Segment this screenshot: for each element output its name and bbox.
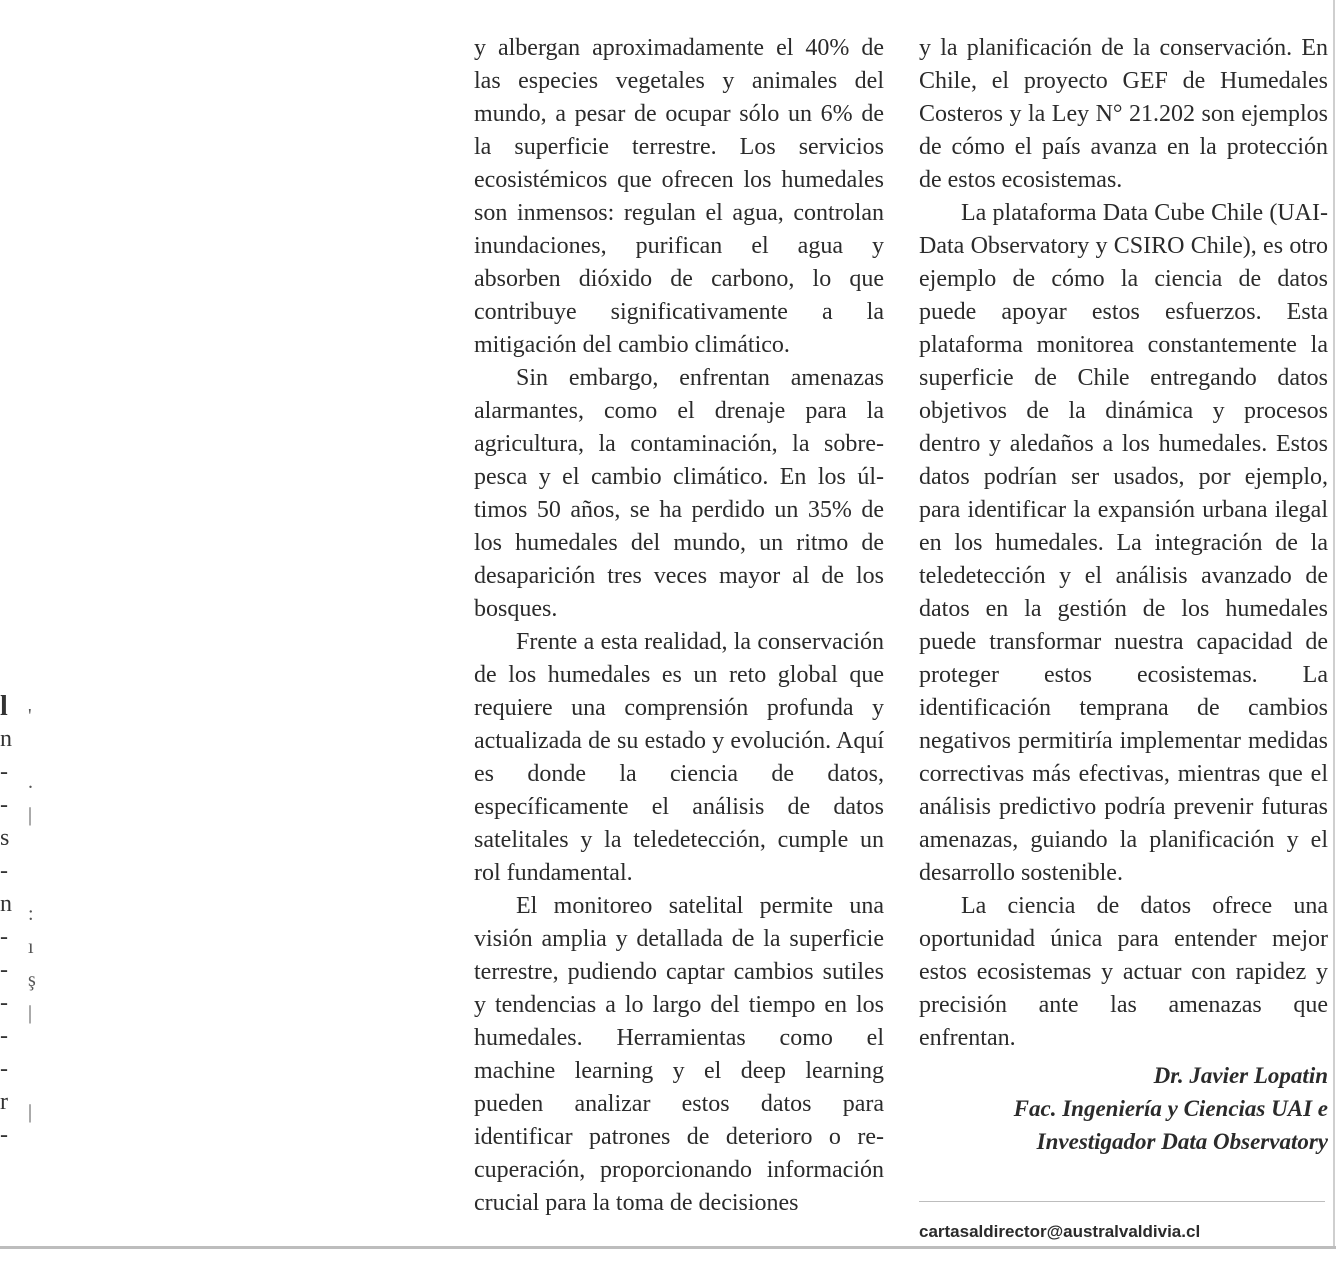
bottom-divider: [0, 1246, 1336, 1249]
author-affiliation: Fac. Ingeniería y Ciencias UAI e: [1013, 1096, 1328, 1121]
edge-text-fragment: -: [0, 759, 8, 785]
edge-text-fragment: s: [0, 825, 10, 851]
article-column-middle: [474, 32, 884, 1220]
bleed-mark: [28, 1030, 36, 1063]
bleed-mark: [28, 865, 36, 898]
left-column-fragment: [0, 690, 12, 1152]
bleed-mark: ı: [28, 936, 34, 958]
edge-text-fragment: -: [0, 1056, 8, 1082]
contact-email: cartasaldirector@australvaldivia.cl: [919, 1222, 1201, 1241]
article-paragraph: La plataforma Data Cube Chile (UAI-Data Observatory y CSIRO Chile), es otro ejemplo de cómo la ciencia de datos puede apoyar estos esfuerzos. Esta plataforma monitorea constantemente la superficie de Chile entregando datos objetivos de la dinámica y procesos dentro y aledaños a los humedales. Estos datos podrían ser usados, por ejemplo, para identificar la expansión urbana ilegal en los humedales. La integración de la teledetección y el análisis avanzado de datos en la gestión de los humedales puede transformar nuestra capacidad de proteger estos ecosistemas. La identificación temprana de cambios negativos permitiría implementar medidas correctivas más efectivas, mientras que el análisis predictivo podría prevenir futuras amenazas, guiando la planificación y el desarrollo sostenible.: [919, 200, 1328, 886]
author-name: Dr. Javier Lopatin: [1153, 1063, 1328, 1088]
signature-divider: [919, 1201, 1325, 1202]
edge-text-fragment: -: [0, 858, 8, 884]
bleed-mark: |: [28, 1101, 33, 1123]
edge-text-fragment: -: [0, 924, 8, 950]
bleed-mark: .: [28, 771, 33, 793]
bleed-mark: [28, 1063, 36, 1096]
article-paragraph: Frente a esta realidad, la conservación de los humedales es un reto global que requiere una comprensión profunda y actualizada de su estado y evolución. Aquí es donde la ciencia de datos, específicamente el análisis de datos satelitales y la teledetección, cumple un rol fundamental.: [474, 629, 884, 886]
bleed-mark: |: [28, 1002, 33, 1024]
bleed-mark: ': [28, 705, 32, 727]
author-affiliation: Investigador Data Observatory: [1036, 1129, 1328, 1154]
edge-text-fragment: -: [0, 792, 8, 818]
bleed-mark: [28, 733, 36, 766]
bleed-through-marks: [28, 700, 36, 1129]
edge-text-fragment: n: [0, 891, 12, 917]
bleed-mark: ş: [28, 969, 36, 991]
article-paragraph: y albergan aproximadamente el 40% de las especies vegetales y animales del mundo, a pesar de ocupar sólo un 6% de la superficie terrestre. Los servicios ecosistémicos que ofrecen los humedales son inmensos: regulan el agua, controlan inundaciones, purifican el agua y absorben dióxido de carbono, lo que contribuye significativamente a la mitigación del cambio climático.: [474, 35, 884, 358]
edge-text-fragment: -: [0, 1023, 8, 1049]
author-signature: [919, 1059, 1328, 1158]
page-edge-line: [1333, 0, 1335, 1248]
article-paragraph: El monitoreo satelital permite una visión amplia y detallada de la superficie terrestre, pudiendo captar cambios sutiles y tendencias a lo largo del tiempo en los humedales. Herramientas como el machine learning y el deep learning pueden analizar estos datos para identificar patrones de deterioro o recuperación, proporcionando información crucial para la toma de decisiones: [474, 893, 884, 1216]
article-paragraph: La ciencia de datos ofrece una oportunidad única para entender mejor estos ecosistemas y actuar con rapidez y precisión ante las amenazas que enfrentan.: [919, 893, 1328, 1051]
bleed-mark: [28, 832, 36, 865]
edge-text-fragment: r: [0, 1089, 8, 1115]
edge-text-fragment: -: [0, 990, 8, 1016]
article-paragraph: Sin embargo, enfrentan amenazas alarmantes, como el drenaje para la agricultura, la contaminación, la sobrepesca y el cambio climático. En los últimos 50 años, se ha perdido un 35% de los humedales del mundo, un ritmo de desaparición tres veces mayor al de los bosques.: [474, 365, 884, 622]
edge-text-fragment: -: [0, 1122, 8, 1148]
edge-text-fragment: n: [0, 726, 12, 752]
article-paragraph: y la planificación de la conservación. En Chile, el proyecto GEF de Humedales Costeros y la Ley N° 21.202 son ejemplos de cómo el país avanza en la protección de estos ecosistemas.: [919, 35, 1328, 193]
bleed-mark: :: [28, 903, 34, 925]
bleed-mark: |: [28, 804, 33, 826]
edge-text-fragment: -: [0, 957, 8, 983]
article-column-right: [919, 32, 1328, 1158]
edge-heading-fragment: l: [0, 691, 8, 722]
